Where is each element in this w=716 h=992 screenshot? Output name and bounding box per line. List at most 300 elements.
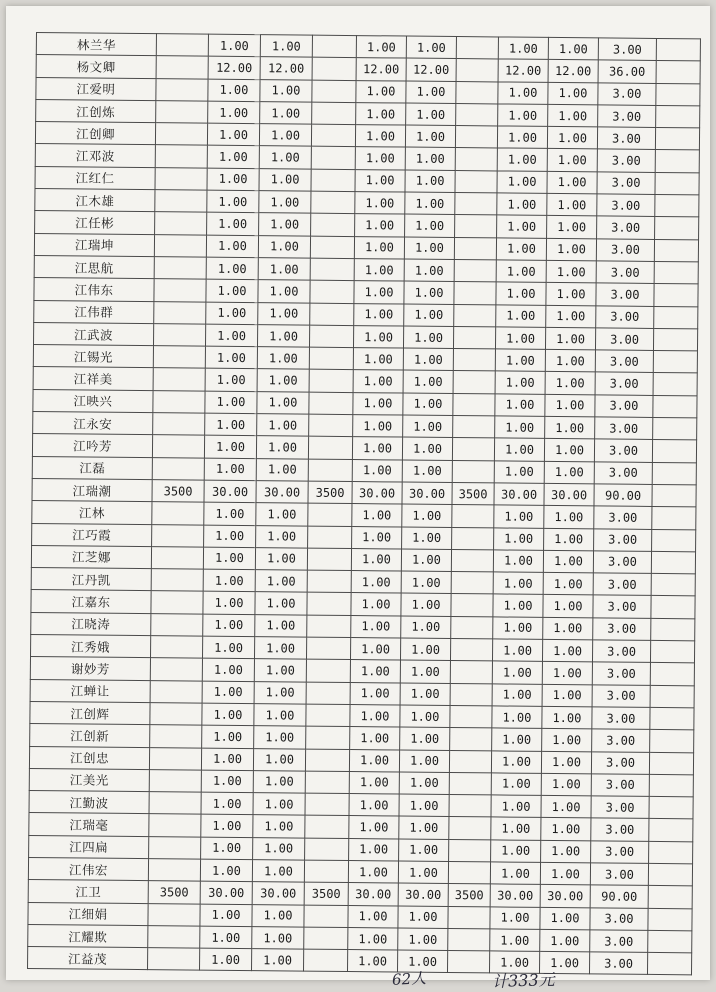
- amount-cell-3b: 1.00: [548, 37, 598, 60]
- amount-cell-3a: 1.00: [494, 438, 544, 461]
- amount-cell-3a: 1.00: [493, 572, 543, 595]
- amount-cell-1a: 1.00: [205, 413, 257, 436]
- amount-cell-3b: 1.00: [545, 416, 595, 439]
- blank-cell: [649, 819, 693, 842]
- base-cell-1: [151, 591, 203, 614]
- amount-cell-3b: 1.00: [548, 82, 598, 105]
- amount-cell-2a: 1.00: [355, 169, 405, 192]
- amount-cell-2a: 1.00: [351, 593, 401, 616]
- base-cell-2: [310, 280, 354, 303]
- total-cell: 3.00: [597, 194, 655, 217]
- amount-cell-2b: 1.00: [405, 170, 455, 193]
- document-sheet: [6, 6, 710, 992]
- amount-cell-1a: 1.00: [201, 792, 253, 815]
- amount-cell-2a: 1.00: [350, 638, 400, 661]
- name-cell: 江磊: [32, 456, 152, 479]
- name-cell: 江思航: [34, 255, 154, 278]
- base-cell-1: [154, 279, 206, 302]
- base-cell-1: [149, 747, 201, 770]
- total-cell: 90.00: [590, 885, 648, 908]
- base-cell-3: [453, 371, 495, 394]
- amount-cell-3a: 1.00: [498, 104, 548, 127]
- base-cell-2: [309, 325, 353, 348]
- blank-cell: [653, 373, 697, 396]
- amount-cell-2a: 1.00: [355, 192, 405, 215]
- blank-cell: [649, 774, 693, 797]
- name-cell: 江创新: [30, 724, 150, 747]
- amount-cell-3b: 1.00: [547, 216, 597, 239]
- base-cell-1: [148, 948, 200, 971]
- base-cell-3: [455, 215, 497, 238]
- amount-cell-2b: 30.00: [402, 482, 452, 505]
- base-cell-3: [450, 661, 492, 684]
- base-cell-1: [156, 101, 208, 124]
- amount-cell-3a: 12.00: [498, 59, 548, 82]
- amount-cell-1a: 30.00: [200, 881, 252, 904]
- amount-cell-3b: 30.00: [544, 483, 594, 506]
- blank-cell: [650, 640, 694, 663]
- name-cell: 谢妙芳: [30, 657, 150, 680]
- total-cell: 3.00: [595, 372, 653, 395]
- amount-cell-1a: 1.00: [202, 636, 254, 659]
- base-cell-2: [305, 816, 349, 839]
- amount-cell-1b: 1.00: [257, 391, 309, 414]
- total-cell: 3.00: [596, 239, 654, 262]
- base-cell-3: [455, 170, 497, 193]
- amount-cell-3b: 1.00: [544, 461, 594, 484]
- blank-cell: [652, 462, 696, 485]
- amount-cell-1a: 1.00: [202, 725, 254, 748]
- amount-cell-1a: 1.00: [204, 435, 256, 458]
- amount-cell-1b: 1.00: [259, 124, 311, 147]
- base-cell-1: [153, 390, 205, 413]
- amount-cell-1b: 1.00: [253, 748, 305, 771]
- amount-cell-3a: 1.00: [497, 215, 547, 238]
- name-cell: 江益茂: [28, 947, 148, 970]
- base-cell-3: [454, 237, 496, 260]
- amount-cell-2b: 1.00: [399, 839, 449, 862]
- base-cell-1: [151, 569, 203, 592]
- base-cell-2: [306, 726, 350, 749]
- base-cell-2: [309, 392, 353, 415]
- base-cell-2: [309, 370, 353, 393]
- amount-cell-2a: 30.00: [352, 481, 402, 504]
- amount-cell-2b: 1.00: [406, 81, 456, 104]
- total-cell: 3.00: [593, 573, 651, 596]
- amount-cell-2a: 1.00: [353, 325, 403, 348]
- amount-cell-2a: 1.00: [349, 771, 399, 794]
- amount-cell-1b: 1.00: [258, 258, 310, 281]
- name-cell: 江晓涛: [31, 612, 151, 635]
- base-cell-1: [150, 725, 202, 748]
- total-cell: 3.00: [597, 216, 655, 239]
- amount-cell-2a: 1.00: [354, 303, 404, 326]
- amount-cell-2b: 1.00: [398, 928, 448, 951]
- amount-cell-3b: 1.00: [545, 327, 595, 350]
- amount-cell-1a: 1.00: [207, 168, 259, 191]
- amount-cell-3b: 1.00: [542, 684, 592, 707]
- blank-cell: [655, 195, 699, 218]
- amount-cell-3a: 1.00: [497, 193, 547, 216]
- amount-cell-1b: 1.00: [252, 926, 304, 949]
- base-cell-1: [155, 190, 207, 213]
- amount-cell-1a: 1.00: [206, 235, 258, 258]
- total-cell: 3.00: [590, 930, 648, 953]
- blank-cell: [651, 618, 695, 641]
- base-cell-2: [311, 169, 355, 192]
- amount-cell-3a: 1.00: [497, 126, 547, 149]
- base-cell-3: [453, 393, 495, 416]
- amount-cell-2b: 1.00: [400, 638, 450, 661]
- blank-cell: [652, 484, 696, 507]
- base-cell-2: [311, 191, 355, 214]
- amount-cell-1b: 1.00: [254, 704, 306, 727]
- name-cell: 江创忠: [29, 746, 149, 769]
- amount-cell-3b: 1.00: [547, 171, 597, 194]
- amount-cell-1a: 12.00: [208, 56, 260, 79]
- base-cell-2: [310, 303, 354, 326]
- name-cell: 江瑞潮: [32, 478, 152, 501]
- base-cell-2: [307, 593, 351, 616]
- amount-cell-2b: 1.00: [404, 259, 454, 282]
- amount-cell-3b: 1.00: [546, 283, 596, 306]
- amount-cell-2b: 1.00: [399, 794, 449, 817]
- amount-cell-2b: 1.00: [401, 593, 451, 616]
- amount-cell-3b: 1.00: [539, 952, 589, 975]
- amount-cell-3b: 1.00: [544, 528, 594, 551]
- amount-cell-3b: 1.00: [548, 104, 598, 127]
- blank-cell: [654, 261, 698, 284]
- base-cell-1: [154, 301, 206, 324]
- amount-cell-2b: 1.00: [406, 36, 456, 59]
- total-cell: 3.00: [593, 595, 651, 618]
- amount-cell-1b: 1.00: [255, 570, 307, 593]
- base-cell-2: [304, 905, 348, 928]
- amount-cell-2a: 1.00: [353, 348, 403, 371]
- amount-cell-2b: 1.00: [399, 750, 449, 773]
- amount-cell-3b: 1.00: [545, 350, 595, 373]
- amount-cell-2b: 1.00: [397, 950, 447, 973]
- base-cell-2: [306, 637, 350, 660]
- amount-cell-2a: 1.00: [351, 571, 401, 594]
- amount-cell-2a: 1.00: [354, 281, 404, 304]
- total-cell: 3.00: [595, 350, 653, 373]
- name-cell: 江勤波: [29, 791, 149, 814]
- amount-cell-3b: 1.00: [543, 573, 593, 596]
- amount-cell-2a: 1.00: [349, 838, 399, 861]
- base-cell-3: [452, 438, 494, 461]
- amount-cell-3a: 1.00: [495, 327, 545, 350]
- amount-cell-2b: 1.00: [403, 348, 453, 371]
- amount-cell-3a: 1.00: [494, 527, 544, 550]
- base-cell-3: [455, 193, 497, 216]
- name-cell: 江红仁: [35, 166, 155, 189]
- base-cell-3: [456, 37, 498, 60]
- total-cell: 3.00: [594, 439, 652, 462]
- amount-cell-2b: 1.00: [400, 705, 450, 728]
- amount-cell-3b: 1.00: [544, 506, 594, 529]
- base-cell-3: [449, 839, 491, 862]
- base-cell-1: [152, 524, 204, 547]
- base-cell-3: [452, 527, 494, 550]
- base-cell-2: [308, 526, 352, 549]
- amount-cell-1a: 1.00: [205, 324, 257, 347]
- amount-cell-2b: 1.00: [400, 660, 450, 683]
- blank-cell: [654, 284, 698, 307]
- total-cell: 3.00: [591, 751, 649, 774]
- blank-cell: [656, 61, 700, 84]
- handwritten-total-note: 计333元: [491, 969, 555, 992]
- amount-cell-1a: 1.00: [203, 592, 255, 615]
- base-cell-2: [306, 682, 350, 705]
- total-cell: 3.00: [591, 796, 649, 819]
- total-cell: 3.00: [597, 172, 655, 195]
- amount-cell-2a: 1.00: [351, 615, 401, 638]
- amount-cell-2b: 1.00: [405, 214, 455, 237]
- base-cell-1: [156, 34, 208, 57]
- base-cell-2: [308, 459, 352, 482]
- name-cell: 林兰华: [36, 33, 156, 56]
- base-cell-2: [309, 347, 353, 370]
- amount-cell-3b: 1.00: [545, 372, 595, 395]
- name-cell: 江丹凯: [31, 568, 151, 591]
- amount-cell-3a: 1.00: [492, 661, 542, 684]
- amount-cell-1b: 1.00: [259, 146, 311, 169]
- blank-cell: [649, 752, 693, 775]
- amount-cell-2b: 1.00: [398, 861, 448, 884]
- amount-cell-2a: 1.00: [350, 682, 400, 705]
- name-cell: 江细娟: [28, 902, 148, 925]
- amount-cell-1a: 1.00: [201, 837, 253, 860]
- amount-cell-1b: 1.00: [254, 726, 306, 749]
- base-cell-1: [148, 903, 200, 926]
- blank-cell: [651, 551, 695, 574]
- amount-cell-2b: 1.00: [403, 415, 453, 438]
- base-cell-2: [303, 949, 347, 972]
- amount-cell-1a: 1.00: [200, 904, 252, 927]
- amount-cell-3b: 1.00: [540, 862, 590, 885]
- total-cell: 3.00: [593, 618, 651, 641]
- base-cell-2: [305, 771, 349, 794]
- amount-cell-3a: 1.00: [492, 684, 542, 707]
- amount-cell-3b: 1.00: [546, 305, 596, 328]
- base-cell-1: [153, 368, 205, 391]
- base-cell-1: [150, 680, 202, 703]
- base-cell-3: [451, 594, 493, 617]
- amount-cell-1a: 1.00: [203, 569, 255, 592]
- base-cell-2: [312, 102, 356, 125]
- base-cell-1: [153, 413, 205, 436]
- amount-cell-2a: 1.00: [356, 102, 406, 125]
- total-cell: 3.00: [590, 907, 648, 930]
- base-cell-3: [449, 750, 491, 773]
- amount-cell-3a: 1.00: [491, 817, 541, 840]
- total-cell: 3.00: [592, 640, 650, 663]
- amount-cell-2b: 30.00: [398, 883, 448, 906]
- total-cell: 3.00: [591, 818, 649, 841]
- amount-cell-1b: 1.00: [256, 458, 308, 481]
- base-cell-1: [155, 212, 207, 235]
- total-cell: 3.00: [596, 305, 654, 328]
- amount-cell-3b: 1.00: [542, 706, 592, 729]
- blank-cell: [648, 886, 692, 909]
- amount-cell-2b: 1.00: [405, 125, 455, 148]
- total-cell: 3.00: [595, 328, 653, 351]
- amount-cell-2b: 1.00: [400, 727, 450, 750]
- blank-cell: [653, 417, 697, 440]
- base-cell-3: [448, 928, 490, 951]
- base-cell-2: [308, 436, 352, 459]
- amount-cell-3a: 1.00: [489, 951, 539, 974]
- amount-cell-1b: 1.00: [256, 436, 308, 459]
- amount-cell-2a: 30.00: [348, 883, 398, 906]
- amount-cell-2b: 1.00: [401, 616, 451, 639]
- base-cell-3: [451, 616, 493, 639]
- amount-cell-2b: 1.00: [398, 906, 448, 929]
- total-cell: 3.00: [598, 38, 656, 61]
- amount-cell-3a: 1.00: [495, 371, 545, 394]
- amount-cell-3a: 1.00: [493, 617, 543, 640]
- blank-cell: [656, 38, 700, 61]
- total-cell: 3.00: [597, 149, 655, 172]
- total-cell: 3.00: [595, 395, 653, 418]
- amount-cell-3b: 1.00: [541, 795, 591, 818]
- amount-cell-2b: 1.00: [403, 326, 453, 349]
- base-cell-3: [448, 906, 490, 929]
- total-cell: 3.00: [592, 707, 650, 730]
- name-cell: 江伟东: [34, 278, 154, 301]
- name-cell: 江创炼: [36, 99, 156, 122]
- base-cell-3: [451, 572, 493, 595]
- base-cell-2: [304, 927, 348, 950]
- amount-cell-3b: 1.00: [543, 595, 593, 618]
- amount-cell-2b: 1.00: [400, 683, 450, 706]
- amount-cell-2a: 1.00: [349, 794, 399, 817]
- blank-cell: [655, 217, 699, 240]
- amount-cell-1b: 1.00: [260, 35, 312, 58]
- amount-cell-1a: 1.00: [200, 859, 252, 882]
- base-cell-3: [456, 59, 498, 82]
- blank-cell: [653, 328, 697, 351]
- blank-cell: [652, 440, 696, 463]
- base-cell-1: [152, 435, 204, 458]
- amount-cell-3a: 1.00: [492, 728, 542, 751]
- amount-cell-2a: 1.00: [351, 548, 401, 571]
- blank-cell: [656, 83, 700, 106]
- amount-cell-3b: 1.00: [540, 929, 590, 952]
- base-cell-3: [454, 304, 496, 327]
- name-cell: 江卫: [28, 880, 148, 903]
- amount-cell-1a: 1.00: [205, 369, 257, 392]
- base-cell-1: [153, 346, 205, 369]
- name-cell: 江任彬: [35, 211, 155, 234]
- base-cell-3: [453, 416, 495, 439]
- blank-cell: [655, 172, 699, 195]
- name-cell: 江映兴: [33, 389, 153, 412]
- amount-cell-3a: 1.00: [493, 550, 543, 573]
- amount-cell-3b: 1.00: [545, 394, 595, 417]
- total-cell: 3.00: [598, 105, 656, 128]
- base-cell-1: [149, 836, 201, 859]
- amount-cell-1a: 1.00: [207, 146, 259, 169]
- base-cell-3: [450, 683, 492, 706]
- handwritten-count-note: 62人: [391, 969, 427, 989]
- amount-cell-1a: 1.00: [201, 815, 253, 838]
- amount-cell-2a: 1.00: [352, 504, 402, 527]
- name-cell: 江耀欺: [28, 924, 148, 947]
- name-cell: 杨文卿: [36, 55, 156, 78]
- base-cell-1: [151, 546, 203, 569]
- amount-cell-2b: 1.00: [399, 772, 449, 795]
- amount-cell-3a: 1.00: [498, 82, 548, 105]
- base-cell-3: [456, 81, 498, 104]
- amount-cell-3a: 1.00: [494, 461, 544, 484]
- blank-cell: [654, 239, 698, 262]
- amount-cell-1a: 1.00: [201, 770, 253, 793]
- amount-cell-1a: 1.00: [204, 458, 256, 481]
- blank-cell: [654, 306, 698, 329]
- total-cell: 3.00: [598, 82, 656, 105]
- base-cell-1: [152, 502, 204, 525]
- amount-cell-1a: 1.00: [206, 302, 258, 325]
- base-cell-2: 3500: [304, 882, 348, 905]
- amount-cell-2b: 12.00: [406, 58, 456, 81]
- base-cell-3: [453, 326, 495, 349]
- amount-cell-2a: 1.00: [350, 704, 400, 727]
- amount-cell-3b: 1.00: [542, 662, 592, 685]
- amount-cell-2a: 1.00: [348, 861, 398, 884]
- amount-cell-2a: 1.00: [348, 927, 398, 950]
- amount-cell-1a: 1.00: [204, 525, 256, 548]
- name-cell: 江巧霞: [32, 523, 152, 546]
- total-cell: 3.00: [597, 127, 655, 150]
- base-cell-2: [309, 414, 353, 437]
- table-body: [28, 33, 701, 976]
- base-cell-2: [311, 214, 355, 237]
- amount-cell-2b: 1.00: [402, 460, 452, 483]
- base-cell-3: [450, 705, 492, 728]
- amount-cell-2b: 1.00: [405, 192, 455, 215]
- base-cell-3: 3500: [452, 482, 494, 505]
- name-cell: 江四扁: [29, 835, 149, 858]
- base-cell-2: 3500: [308, 481, 352, 504]
- amount-cell-2b: 1.00: [402, 437, 452, 460]
- amount-cell-3a: 1.00: [496, 238, 546, 261]
- total-cell: 3.00: [594, 528, 652, 551]
- name-cell: 江武波: [33, 322, 153, 345]
- amount-cell-2b: 1.00: [406, 103, 456, 126]
- amount-cell-2b: 1.00: [404, 237, 454, 260]
- amount-cell-2b: 1.00: [404, 304, 454, 327]
- amount-cell-1a: 1.00: [202, 658, 254, 681]
- amount-cell-1a: 1.00: [201, 748, 253, 771]
- amount-cell-3a: 1.00: [491, 750, 541, 773]
- amount-cell-3b: 1.00: [541, 818, 591, 841]
- amount-cell-1a: 1.00: [208, 79, 260, 102]
- amount-cell-2b: 1.00: [404, 281, 454, 304]
- amount-cell-2a: 1.00: [353, 392, 403, 415]
- name-cell: 江蝉让: [30, 679, 150, 702]
- name-cell: 江木雄: [35, 189, 155, 212]
- blank-cell: [647, 953, 691, 976]
- base-cell-1: [150, 636, 202, 659]
- name-cell: 江爱明: [36, 77, 156, 100]
- base-cell-3: 3500: [448, 884, 490, 907]
- amount-cell-1a: 1.00: [204, 502, 256, 525]
- amount-cell-3b: 1.00: [547, 193, 597, 216]
- amount-cell-2a: 1.00: [352, 459, 402, 482]
- name-cell: 江瑞毫: [29, 813, 149, 836]
